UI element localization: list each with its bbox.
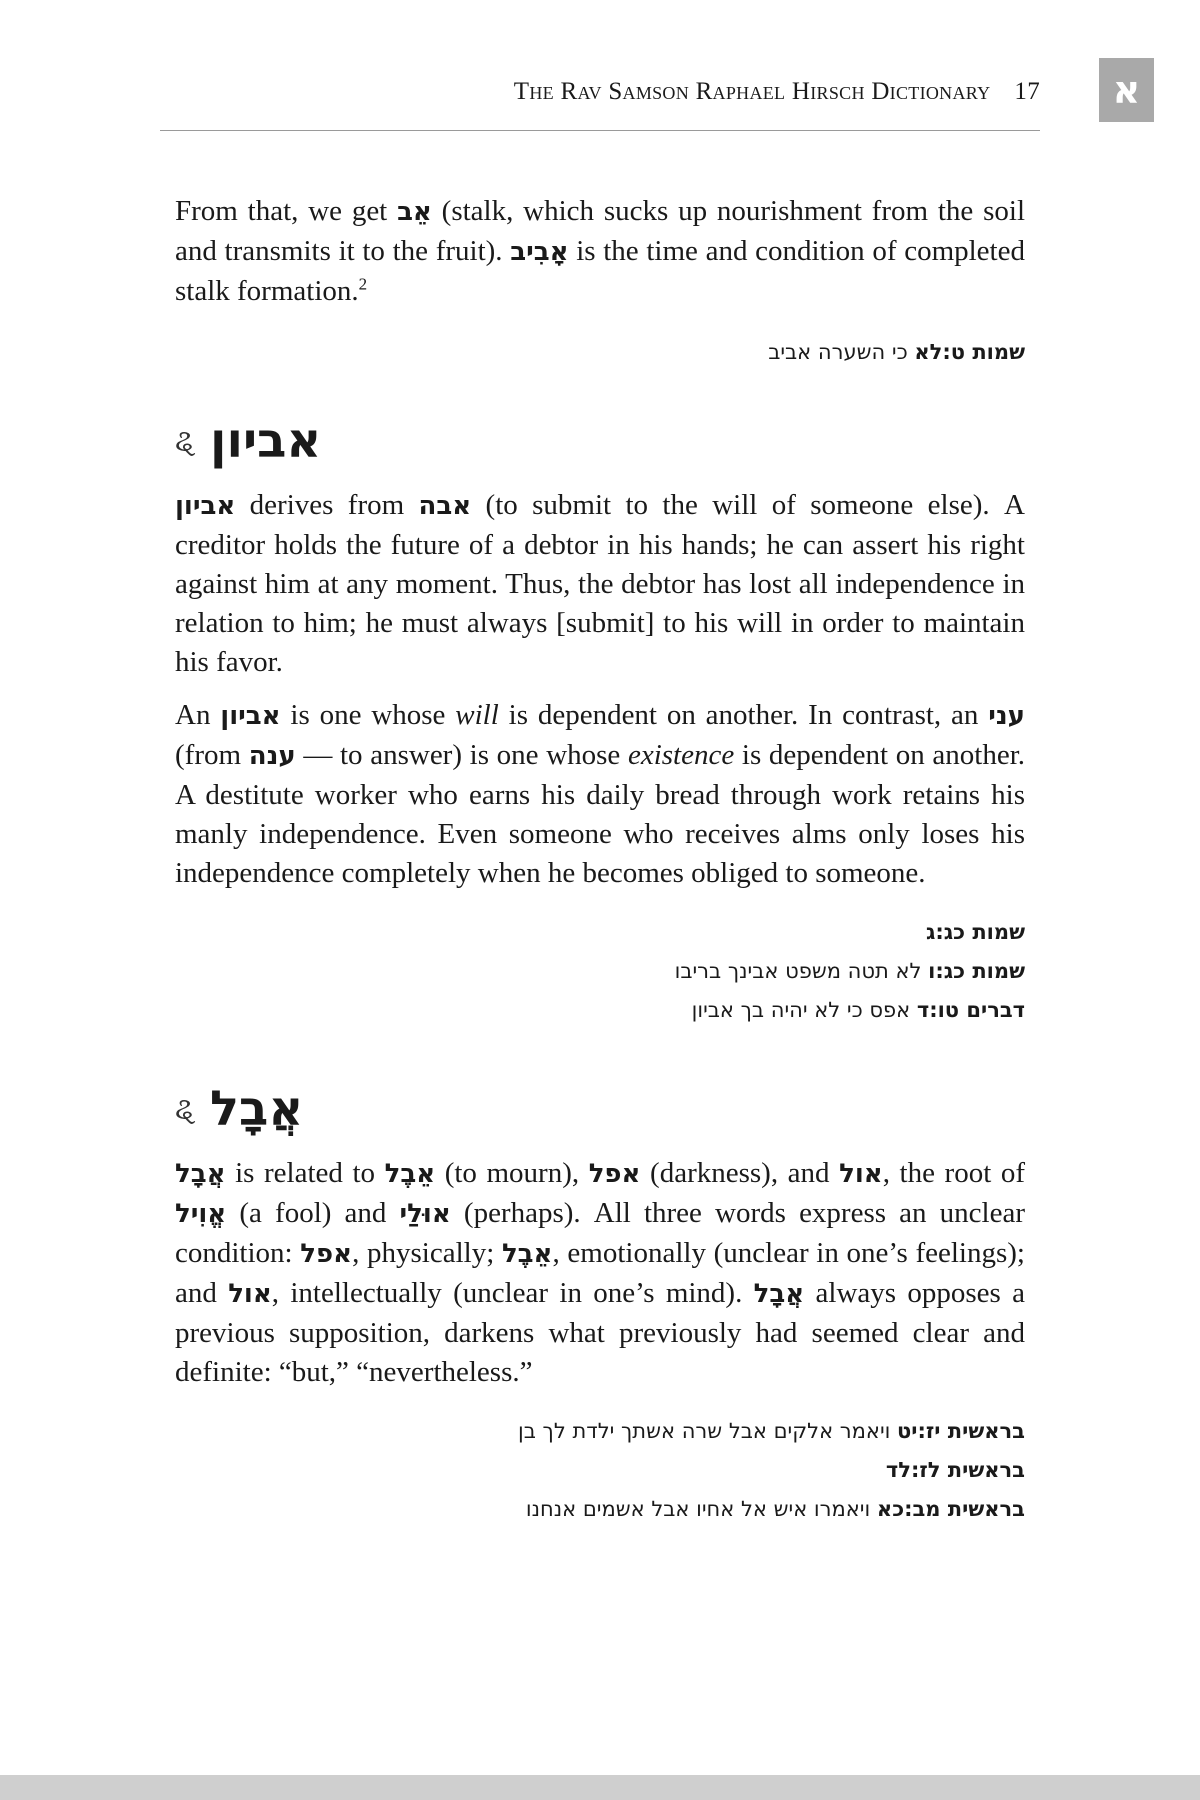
text-run: — to answer) is one whose [295,739,628,771]
hebrew-term: אֵבֶל [501,1239,553,1269]
reference-book: בראשית יז:יט [897,1419,1025,1443]
text-run: (perhaps). All three words express an unclear condition: [175,1197,1025,1269]
text-run: , physically; [352,1237,502,1269]
hebrew-term: אביון [175,491,236,521]
reference-line [175,952,1025,991]
hebrew-term: אֵבֶל [384,1159,436,1189]
reference-text: כי השערה אביב [768,340,908,364]
entry2-references [175,1412,1025,1529]
reference-book: שמות כג:ג [925,920,1025,944]
reference-book: שמות ט:לא [914,340,1025,364]
entry1-references [175,913,1025,1030]
reference-book: בראשית מב:כא [876,1497,1025,1521]
flourish-ornament-icon: ୡ [175,1091,196,1127]
text-run: is one whose [280,699,456,731]
hebrew-term: אביון [220,701,281,731]
intro-paragraph [175,192,1025,311]
reference-book: בראשית לז:לד [885,1458,1025,1482]
text-run: is dependent on another. A destitute worker who earns his daily bread through work retains his manly independence. Even someone who receives alms only loses his independence completely when he becomes obliged to someone. [175,739,1026,889]
hebrew-term: אֵב [397,197,432,227]
intro-references [175,333,1025,372]
hebrew-term: אֱוִיל [175,1199,227,1229]
footnote-marker: 2 [358,274,368,294]
text-run: is related to [225,1157,385,1189]
hebrew-term: אפל [588,1159,641,1189]
entry1-paragraph-1 [175,486,1025,682]
entry2-paragraph [175,1154,1025,1392]
text-run: is the time and condition of completed stalk formation. [175,235,1025,307]
text-run: (stalk, which sucks up nourishment from the soil and transmits it to the fruit). [175,195,1025,267]
hebrew-term: אָבִיב [510,237,569,267]
text-run: An [175,699,221,731]
hebrew-term: עני [988,701,1025,731]
entry-headword: אֲבָל [210,1081,304,1137]
hebrew-term: אבה [418,491,472,521]
running-header [160,78,1040,106]
page-content [175,192,1025,1529]
entry-heading-aval [175,1074,1025,1144]
entry-heading-evyon [175,406,1025,476]
running-title: The Rav Samson Raphael Hirsch Dictionary [513,78,991,105]
hebrew-term: אֲבָל [753,1279,805,1309]
text-run: From that, we get [175,195,398,227]
reference-line [175,991,1025,1030]
text-run: (darkness), and [640,1157,840,1189]
italic-term: existence [627,739,735,771]
italic-term: will [455,699,499,731]
hebrew-term: אול [839,1159,883,1189]
text-run: (a fool) and [226,1197,400,1229]
reference-text: לא תטה משפט אבינך בריבו [674,959,922,983]
viewer-bottom-bar [0,1775,1200,1800]
reference-book: שמות כג:ו [928,959,1025,983]
text-run: , the root of [882,1157,1025,1189]
reference-text: ויאמרו איש אל אחיו אבל אשמים אנחנו [525,1497,871,1521]
reference-book: דברים טו:ד [916,998,1025,1022]
text-run: , emotionally (unclear in one’s feelings); and [175,1237,1025,1309]
text-run: is dependent on another. In contrast, an [498,699,989,731]
hebrew-term: ענה [248,741,296,771]
header-rule [160,130,1040,131]
thumb-index-tab [1099,58,1154,122]
reference-line [175,913,1025,952]
hebrew-term: אֲבָל [175,1159,226,1189]
text-run: derives from [235,489,419,521]
reference-line [175,1451,1025,1490]
entry1-paragraph-2 [175,696,1025,893]
text-run: (from [175,739,249,771]
text-run: always opposes a previous supposition, darkens what previously had seemed clear and definite: “but,” “nevertheless.” [175,1277,1026,1388]
text-run: (to mourn), [435,1157,589,1189]
text-run: , intellectually (unclear in one’s mind). [271,1277,754,1309]
hebrew-term: אול [228,1279,272,1309]
reference-line [175,1412,1025,1451]
reference-line [175,1490,1025,1529]
hebrew-term: אוּלַי [399,1199,451,1229]
tab-letter: א [1112,68,1141,112]
reference-line [175,333,1025,372]
hebrew-term: אפל [300,1239,353,1269]
entry-headword: אביון [210,413,322,469]
reference-text: אפס כי לא יהיה בך אביון [691,998,911,1022]
text-run: (to submit to the will of someone else). A creditor holds the future of a debtor in his hands; he can assert his right against him at any moment. Thus, the debtor has lost all independence in relation to him; he must always [submit] to his will in order to maintain his favor. [175,489,1025,678]
flourish-ornament-icon: ୡ [175,423,196,459]
reference-text: ויאמר אלקים אבל שרה אשתך ילדת לך בן [518,1419,891,1443]
page-number: 17 [1014,78,1040,105]
